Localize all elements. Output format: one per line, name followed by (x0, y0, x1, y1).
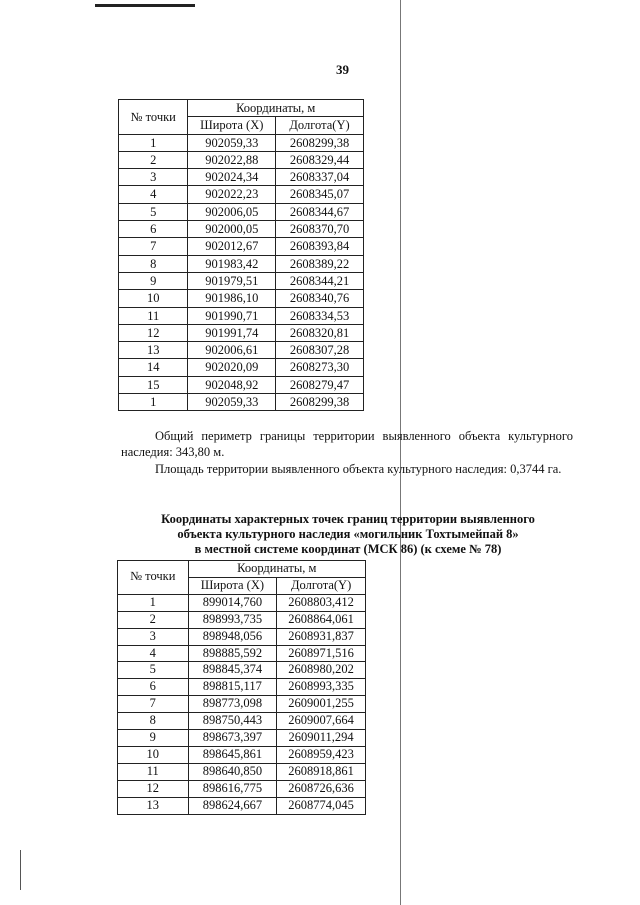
longitude-cell: 2608340,76 (276, 290, 364, 307)
longitude-cell: 2608273,30 (276, 359, 364, 376)
section-title-line-2: объекта культурного наследия «могильник Тохтымейпай 8» (177, 527, 519, 541)
table-row (119, 290, 364, 307)
latitude-cell: 901990,71 (188, 307, 276, 324)
longitude-cell: 2608370,70 (276, 221, 364, 238)
table-row (119, 359, 364, 376)
longitude-cell: 2608329,44 (276, 151, 364, 168)
table-row (118, 730, 366, 747)
latitude-cell: 902022,88 (188, 151, 276, 168)
table-row (118, 662, 366, 679)
point-number-cell: 6 (118, 679, 189, 696)
section-title-line-3: в местной системе координат (МСК 86) (к схеме № 78) (194, 542, 502, 556)
longitude-cell: 2608971,516 (277, 645, 366, 662)
table-row (118, 797, 366, 814)
table-row (119, 324, 364, 341)
latitude-cell: 902048,92 (188, 376, 276, 393)
longitude-cell: 2608726,636 (277, 780, 366, 797)
latitude-cell: 898750,443 (188, 713, 277, 730)
latitude-cell: 898673,397 (188, 730, 277, 747)
table-row (119, 169, 364, 186)
table-row (119, 255, 364, 272)
header-longitude: Долгота(Y) (276, 117, 364, 134)
latitude-cell: 901986,10 (188, 290, 276, 307)
longitude-cell: 2608307,28 (276, 342, 364, 359)
latitude-cell: 898815,117 (188, 679, 277, 696)
point-number-cell: 14 (119, 359, 188, 376)
point-number-cell: 5 (118, 662, 189, 679)
table-row (119, 151, 364, 168)
latitude-cell: 902024,34 (188, 169, 276, 186)
point-number-cell: 3 (119, 169, 188, 186)
latitude-cell: 902059,33 (188, 134, 276, 151)
point-number-cell: 13 (119, 342, 188, 359)
longitude-cell: 2608959,423 (277, 746, 366, 763)
point-number-cell: 1 (119, 134, 188, 151)
point-number-cell: 11 (118, 763, 189, 780)
table-row (118, 611, 366, 628)
latitude-cell: 901991,74 (188, 324, 276, 341)
longitude-cell: 2608345,07 (276, 186, 364, 203)
table-row (119, 238, 364, 255)
header-coordinates: Координаты, м (188, 100, 364, 117)
table-row (118, 628, 366, 645)
coordinates-table-1 (118, 99, 364, 411)
table-row (118, 645, 366, 662)
latitude-cell: 898773,098 (188, 696, 277, 713)
longitude-cell: 2608299,38 (276, 394, 364, 411)
point-number-cell: 1 (118, 594, 189, 611)
point-number-cell: 4 (118, 645, 189, 662)
longitude-cell: 2608931,837 (277, 628, 366, 645)
table-row (118, 763, 366, 780)
latitude-cell: 898885,592 (188, 645, 277, 662)
latitude-cell: 902020,09 (188, 359, 276, 376)
longitude-cell: 2608993,335 (277, 679, 366, 696)
latitude-cell: 899014,760 (188, 594, 277, 611)
longitude-cell: 2608774,045 (277, 797, 366, 814)
latitude-cell: 898845,374 (188, 662, 277, 679)
latitude-cell: 898645,861 (188, 746, 277, 763)
point-number-cell: 9 (119, 272, 188, 289)
longitude-cell: 2608864,061 (277, 611, 366, 628)
latitude-cell: 902022,23 (188, 186, 276, 203)
latitude-cell: 902000,05 (188, 221, 276, 238)
longitude-cell: 2608334,53 (276, 307, 364, 324)
longitude-cell: 2608299,38 (276, 134, 364, 151)
table-row (119, 203, 364, 220)
point-number-cell: 2 (118, 611, 189, 628)
header-point-number: № точки (118, 561, 189, 595)
point-number-cell: 2 (119, 151, 188, 168)
point-number-cell: 12 (119, 324, 188, 341)
point-number-cell: 10 (118, 746, 189, 763)
table-row (118, 594, 366, 611)
table-row (119, 342, 364, 359)
longitude-cell: 2609007,664 (277, 713, 366, 730)
longitude-cell: 2608393,84 (276, 238, 364, 255)
table-row (119, 272, 364, 289)
point-number-cell: 6 (119, 221, 188, 238)
table-row (118, 713, 366, 730)
header-latitude: Широта (X) (188, 117, 276, 134)
header-point-number: № точки (119, 100, 188, 135)
latitude-cell: 898616,775 (188, 780, 277, 797)
table-row (118, 746, 366, 763)
scan-artifact-top (95, 4, 195, 7)
coordinates-table-2 (117, 560, 366, 815)
perimeter-paragraph: Общий периметр границы территории выявленного объекта культурного наследия: 343,80 м. (121, 429, 573, 459)
table-row (118, 696, 366, 713)
longitude-cell: 2608803,412 (277, 594, 366, 611)
area-paragraph: Площадь территории выявленного объекта культурного наследия: 0,3744 га. (155, 462, 562, 476)
latitude-cell: 902012,67 (188, 238, 276, 255)
point-number-cell: 11 (119, 307, 188, 324)
header-latitude: Широта (X) (188, 577, 277, 594)
latitude-cell: 901979,51 (188, 272, 276, 289)
latitude-cell: 902006,05 (188, 203, 276, 220)
longitude-cell: 2608320,81 (276, 324, 364, 341)
table-row (119, 186, 364, 203)
longitude-cell: 2608344,67 (276, 203, 364, 220)
table-row (119, 307, 364, 324)
point-number-cell: 13 (118, 797, 189, 814)
longitude-cell: 2608389,22 (276, 255, 364, 272)
longitude-cell: 2608337,04 (276, 169, 364, 186)
longitude-cell: 2608918,861 (277, 763, 366, 780)
longitude-cell: 2609001,255 (277, 696, 366, 713)
latitude-cell: 898624,667 (188, 797, 277, 814)
latitude-cell: 898640,850 (188, 763, 277, 780)
latitude-cell: 898948,056 (188, 628, 277, 645)
table-row (119, 376, 364, 393)
table-row (118, 780, 366, 797)
point-number-cell: 10 (119, 290, 188, 307)
latitude-cell: 902006,61 (188, 342, 276, 359)
point-number-cell: 12 (118, 780, 189, 797)
point-number-cell: 8 (119, 255, 188, 272)
latitude-cell: 902059,33 (188, 394, 276, 411)
longitude-cell: 2608980,202 (277, 662, 366, 679)
point-number-cell: 8 (118, 713, 189, 730)
table-row (119, 394, 364, 411)
longitude-cell: 2608344,21 (276, 272, 364, 289)
page-number: 39 (336, 62, 349, 77)
table-row (119, 134, 364, 151)
point-number-cell: 4 (119, 186, 188, 203)
header-coordinates: Координаты, м (188, 561, 365, 578)
point-number-cell: 7 (119, 238, 188, 255)
table-2-body (118, 594, 366, 814)
longitude-cell: 2608279,47 (276, 376, 364, 393)
latitude-cell: 901983,42 (188, 255, 276, 272)
point-number-cell: 7 (118, 696, 189, 713)
longitude-cell: 2609011,294 (277, 730, 366, 747)
point-number-cell: 5 (119, 203, 188, 220)
point-number-cell: 3 (118, 628, 189, 645)
header-longitude: Долгота(Y) (277, 577, 366, 594)
scan-artifact-left (20, 850, 21, 890)
point-number-cell: 1 (119, 394, 188, 411)
table-row (119, 221, 364, 238)
table-row (118, 679, 366, 696)
section-title-line-1: Координаты характерных точек границ территории выявленного (161, 512, 535, 526)
point-number-cell: 9 (118, 730, 189, 747)
section-title (118, 512, 578, 557)
table-1-body (119, 134, 364, 411)
latitude-cell: 898993,735 (188, 611, 277, 628)
point-number-cell: 15 (119, 376, 188, 393)
